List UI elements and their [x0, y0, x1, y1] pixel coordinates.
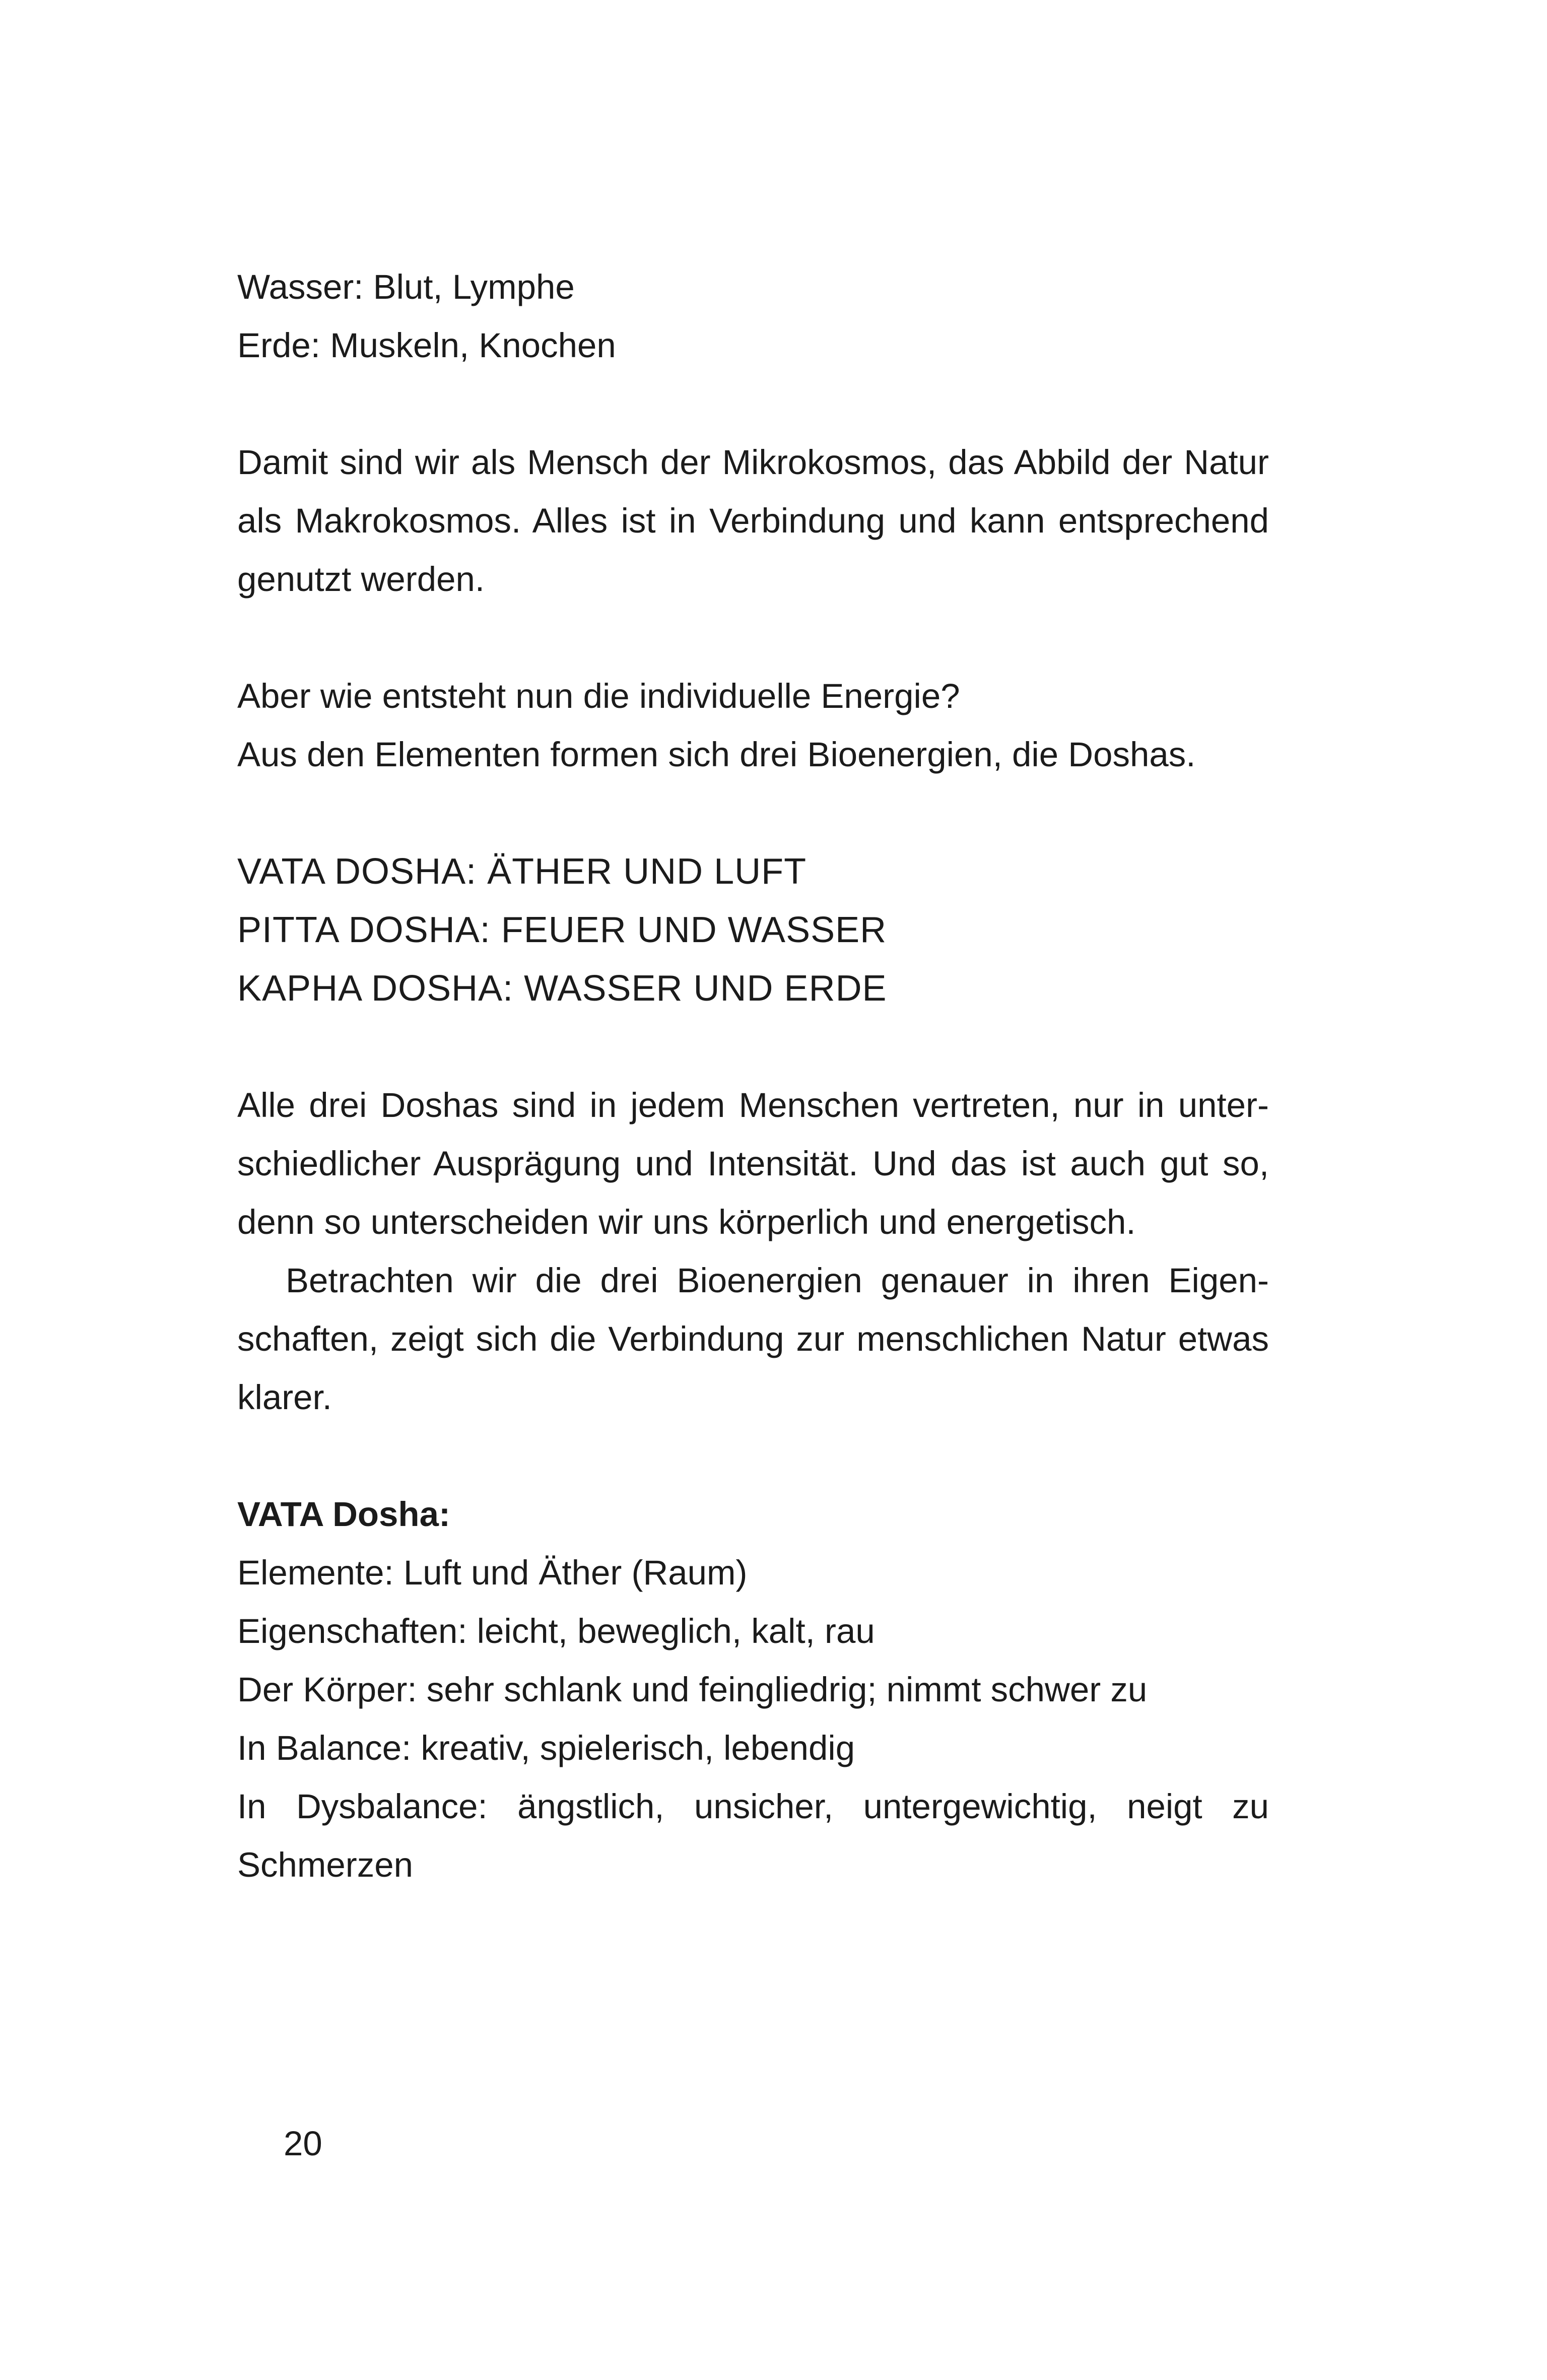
paragraph-gap	[237, 1018, 1269, 1076]
text-line: Betrachten wir die drei Bioenergien genauer in ihren Eigen-	[286, 1261, 1269, 1300]
text-line: schaften, zeigt sich die Verbindung zur menschlichen Natur etwas	[237, 1319, 1269, 1358]
text-line: klarer.	[237, 1378, 332, 1417]
paragraph-gap	[237, 784, 1269, 842]
text-line: In Dysbalance: ängstlich, unsicher, untergewichtig, neigt zu	[237, 1787, 1269, 1826]
text-line: Eigenschaften: leicht, beweglich, kalt, rau	[237, 1612, 875, 1650]
text-line: Damit sind wir als Mensch der Mikrokosmos, das Abbild der Natur	[237, 443, 1269, 482]
text-line: Elemente: Luft und Äther (Raum)	[237, 1553, 748, 1592]
page-body	[237, 258, 1269, 1894]
text-line: Aber wie entsteht nun die individuelle Energie?	[237, 677, 960, 715]
text-line: schiedlicher Ausprägung und Intensität. Und das ist auch gut so,	[237, 1144, 1269, 1183]
text-line: genutzt werden.	[237, 560, 485, 599]
section-heading: VATA Dosha:	[237, 1495, 450, 1534]
text-line: In Balance: kreativ, spielerisch, lebendig	[237, 1729, 855, 1767]
paragraph-gap	[237, 609, 1269, 667]
dosha-line: PITTA DOSHA: FEUER UND WASSER	[237, 910, 887, 950]
text-line: Erde: Muskeln, Knochen	[237, 326, 616, 365]
dosha-line: VATA DOSHA: ÄTHER UND LUFT	[237, 851, 807, 892]
text-line: Wasser: Blut, Lymphe	[237, 268, 575, 306]
text-line: Der Körper: sehr schlank und feingliedrig; nimmt schwer zu	[237, 1670, 1148, 1709]
text-line: Schmerzen	[237, 1845, 413, 1884]
text-line: Aus den Elementen formen sich drei Bioenergien, die Doshas.	[237, 735, 1196, 774]
page-number: 20	[284, 2124, 322, 2163]
text-line: Alle drei Doshas sind in jedem Menschen vertreten, nur in unter-	[237, 1086, 1269, 1125]
paragraph-gap	[237, 1427, 1269, 1485]
paragraph-gap	[237, 375, 1269, 433]
text-line: als Makrokosmos. Alles ist in Verbindung und kann entsprechend	[237, 501, 1269, 540]
text-line: denn so unterscheiden wir uns körperlich und energetisch.	[237, 1203, 1136, 1241]
dosha-line: KAPHA DOSHA: WASSER UND ERDE	[237, 968, 887, 1009]
